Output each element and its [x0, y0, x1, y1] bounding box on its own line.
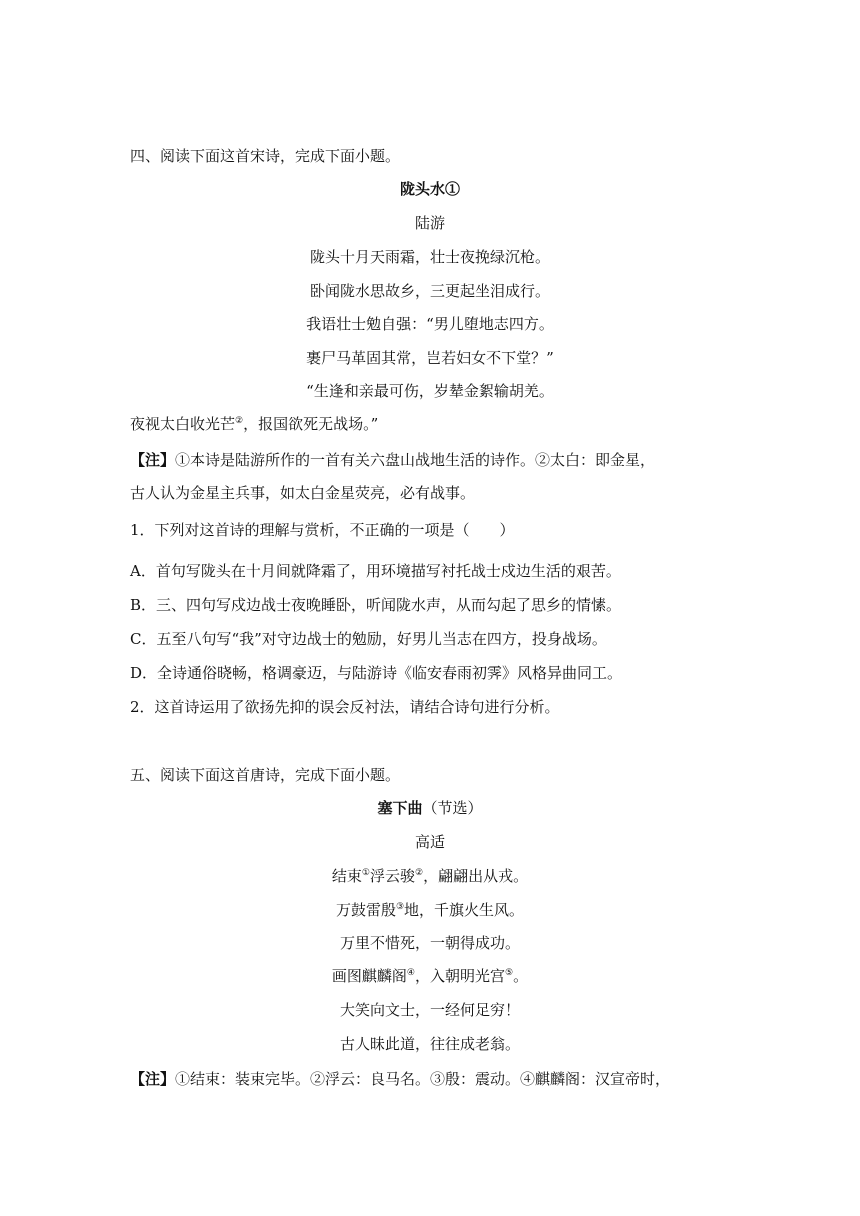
poem2-line-1-part-c: ，翩翩出从戎。	[423, 867, 529, 885]
option-b: B．三、四句写戍边战士夜晚睡卧，听闻陇水声，从而勾起了思乡的情愫。	[130, 596, 622, 614]
section4-heading: 四、阅读下面这首宋诗，完成下面小题。	[130, 147, 401, 165]
poem2-line-4-part-c: 。	[513, 967, 529, 985]
poem2-line-1	[0, 865, 860, 887]
poem2-line-4-part-b: ，入朝明光宫	[414, 967, 505, 985]
poem1-line-6-part-b: ，报国欲死无战场。”	[243, 415, 379, 433]
note2-text: ①结束：装束完毕。②浮云：良马名。③殷：震动。④麒麟阁：汉宣帝时，	[175, 1070, 671, 1088]
footnote-marker-2: ②	[235, 416, 244, 426]
note-mark: 【注】	[130, 1070, 176, 1088]
poem1-line-3: 我语壮士勉自强：“男儿堕地志四方。	[306, 315, 554, 333]
poem2-line-6: 古人昧此道，往往成老翁。	[339, 1035, 520, 1053]
poem2-line-4-part-a: 画图麒麟阁	[331, 967, 407, 985]
footnote-marker-5: ⑤	[505, 968, 514, 978]
poem1-title: 陇头水①	[399, 180, 460, 198]
poem2-line-1-part-b: 浮云骏	[369, 867, 415, 885]
note1-line-2: 古人认为金星主兵事，如太白金星荧亮，必有战事。	[130, 484, 476, 502]
footnote-marker-4: ④	[406, 968, 415, 978]
poem2-line-1-part-a: 结束	[331, 867, 362, 885]
footnote-marker-2: ②	[415, 868, 424, 878]
poem2-title-main: 塞下曲	[377, 799, 423, 817]
note1-line-1	[130, 449, 655, 471]
footnote-marker-3: ③	[395, 902, 405, 912]
poem2-line-4	[0, 965, 860, 987]
section5-heading: 五、阅读下面这首唐诗，完成下面小题。	[130, 766, 401, 784]
footnote-marker-1: ①	[361, 868, 370, 878]
poem1-author: 陆游	[414, 214, 445, 232]
poem2-author: 高适	[414, 833, 445, 851]
poem2-line-5: 大笑向文士，一经何足穷！	[339, 1001, 520, 1019]
poem1-line-4: 裹尸马革固其常，岂若妇女不下堂？”	[306, 349, 554, 367]
poem2-title	[0, 797, 860, 819]
poem2-line-2-part-a: 万鼓雷殷	[335, 901, 396, 919]
poem2-title-sub: （节选）	[422, 799, 483, 817]
option-a: A．首句写陇头在十月间就降霜了，用环境描写衬托战士戍边生活的艰苦。	[130, 562, 621, 580]
poem2-line-2	[0, 899, 860, 921]
question-2: 2．这首诗运用了欲扬先抑的误会反衬法，请结合诗句进行分析。	[130, 698, 560, 716]
note-mark: 【注】	[130, 451, 176, 469]
poem1-line-1: 陇头十月天雨霜，壮士夜挽绿沉枪。	[309, 248, 550, 266]
question-1: 1．下列对这首诗的理解与赏析，不正确的一项是（ ）	[130, 521, 515, 539]
note2-line-1	[130, 1068, 670, 1090]
option-c: C．五至八句写“我”对守边战士的勉励，好男儿当志在四方，投身战场。	[130, 630, 607, 648]
poem1-line-2: 卧闻陇水思故乡，三更起坐泪成行。	[309, 282, 550, 300]
poem2-line-2-part-b: 地，千旗火生风。	[404, 901, 525, 919]
poem1-line-5: “生逢和亲最可伤，岁辇金絮输胡羌。	[306, 382, 554, 400]
poem1-line-6	[130, 413, 378, 435]
note1-text-1: ①本诗是陆游所作的一首有关六盘山战地生活的诗作。②太白：即金星，	[175, 451, 656, 469]
option-d: D．全诗通俗晓畅，格调豪迈，与陆游诗《临安春雨初霁》风格异曲同工。	[130, 664, 623, 682]
poem1-line-6-part-a: 夜视太白收光芒	[130, 415, 236, 433]
poem2-line-3: 万里不惜死，一朝得成功。	[339, 934, 520, 952]
